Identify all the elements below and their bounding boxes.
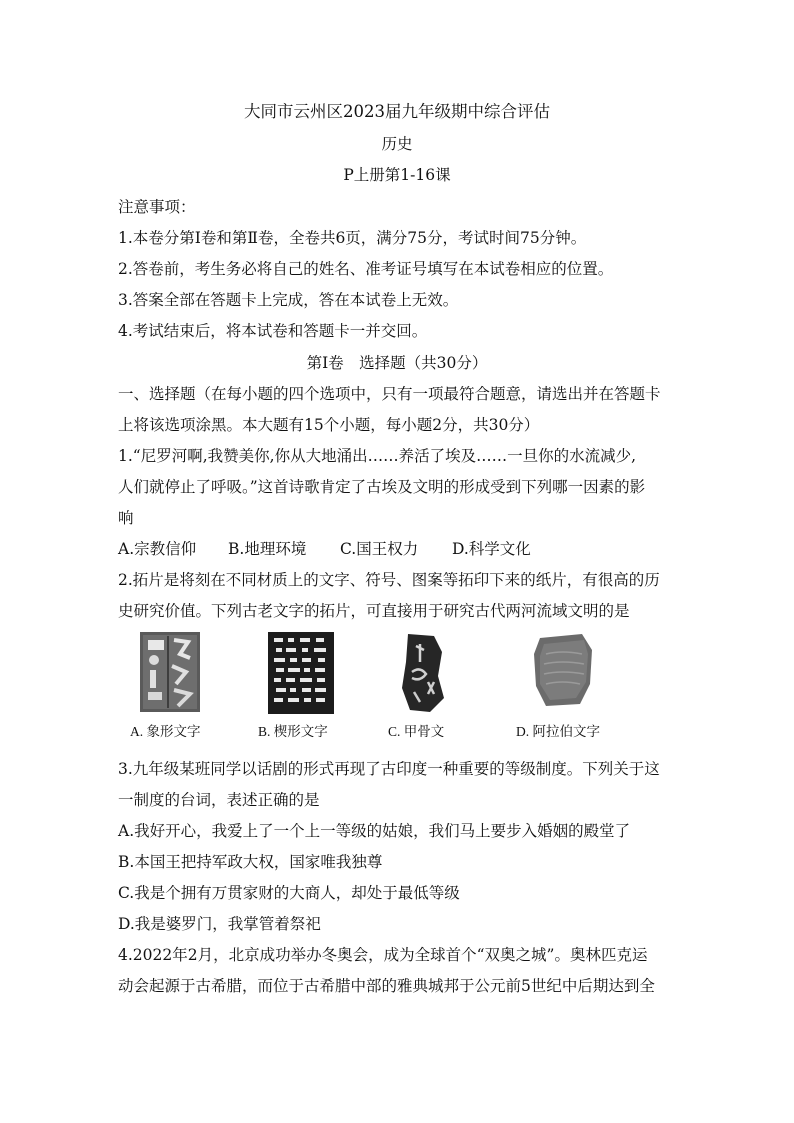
- scope-label: P上册第1-16课: [343, 166, 451, 184]
- question-3-text: 一制度的台词，表述正确的是: [118, 791, 320, 809]
- notice-item: 3.答案全部在答题卡上完成，答在本试卷上无效。: [118, 291, 459, 309]
- subject-label: 历史: [381, 135, 413, 153]
- arabic-rubbing-image: [532, 632, 596, 708]
- notice-heading: 注意事项：: [118, 198, 196, 216]
- caption-c: C. 甲骨文: [388, 724, 445, 739]
- oracle-bone-rubbing-image: [398, 632, 448, 714]
- option-a: A.我好开心，我爱上了一个上一等级的姑娘，我们马上要步入婚姻的殿堂了: [118, 822, 631, 840]
- exam-title: 大同市云州区2023届九年级期中综合评估: [244, 102, 550, 121]
- question-4-text: 4.2022年2月，北京成功举办冬奥会，成为全球首个“双奥之城”。奥林匹克运: [118, 946, 648, 964]
- question-2-text: 史研究价值。下列古老文字的拓片，可直接用于研究古代两河流域文明的是: [118, 602, 630, 620]
- notice-item: 1.本卷分第Ⅰ卷和第Ⅱ卷，全卷共6页，满分75分，考试时间75分钟。: [118, 229, 587, 247]
- hieroglyph-rubbing-image: [140, 632, 200, 712]
- section-title: 第Ⅰ卷 选择题（共30分）: [306, 354, 488, 372]
- section-instructions: 一、选择题（在每小题的四个选项中，只有一项最符合题意，请选出并在答题卡: [118, 385, 661, 403]
- notice-item: 4.考试结束后，将本试卷和答题卡一并交回。: [118, 322, 428, 340]
- option-b: B.本国王把持军政大权，国家唯我独尊: [118, 853, 383, 871]
- question-4-text: 动会起源于古希腊，而位于古希腊中部的雅典城邦于公元前5世纪中后期达到全: [118, 977, 655, 995]
- option-d: D.我是婆罗门，我掌管着祭祀: [118, 915, 321, 933]
- option-c: C.国王权力: [340, 540, 419, 558]
- question-1-text: 人们就停止了呼吸。”这首诗歌肯定了古埃及文明的形成受到下列哪一因素的影: [118, 478, 646, 496]
- option-a: A.宗教信仰: [118, 540, 197, 558]
- question-1-text: 响: [118, 509, 134, 527]
- question-2-text: 2.拓片是将刻在不同材质上的文字、符号、图案等拓印下来的纸片，有很高的历: [118, 571, 660, 589]
- section-instructions: 上将该选项涂黑。本大题有15个小题，每小题2分，共30分）: [118, 416, 540, 434]
- caption-a: A. 象形文字: [130, 724, 201, 739]
- caption-b: B. 楔形文字: [258, 724, 328, 739]
- option-b: B.地理环境: [228, 540, 307, 558]
- question-1-text: 1.“尼罗河啊,我赞美你,你从大地涌出……养活了埃及……一旦你的水流减少,: [118, 447, 636, 465]
- caption-d: D. 阿拉伯文字: [516, 724, 600, 739]
- option-c: C.我是个拥有万贯家财的大商人，却处于最低等级: [118, 884, 460, 902]
- cuneiform-rubbing-image: [268, 632, 334, 714]
- rubbing-images-row: [118, 632, 678, 742]
- question-3-text: 3.九年级某班同学以话剧的形式再现了古印度一种重要的等级制度。下列关于这: [118, 760, 660, 778]
- notice-item: 2.答卷前，考生务必将自己的姓名、准考证号填写在本试卷相应的位置。: [118, 260, 614, 278]
- option-d: D.科学文化: [452, 540, 531, 558]
